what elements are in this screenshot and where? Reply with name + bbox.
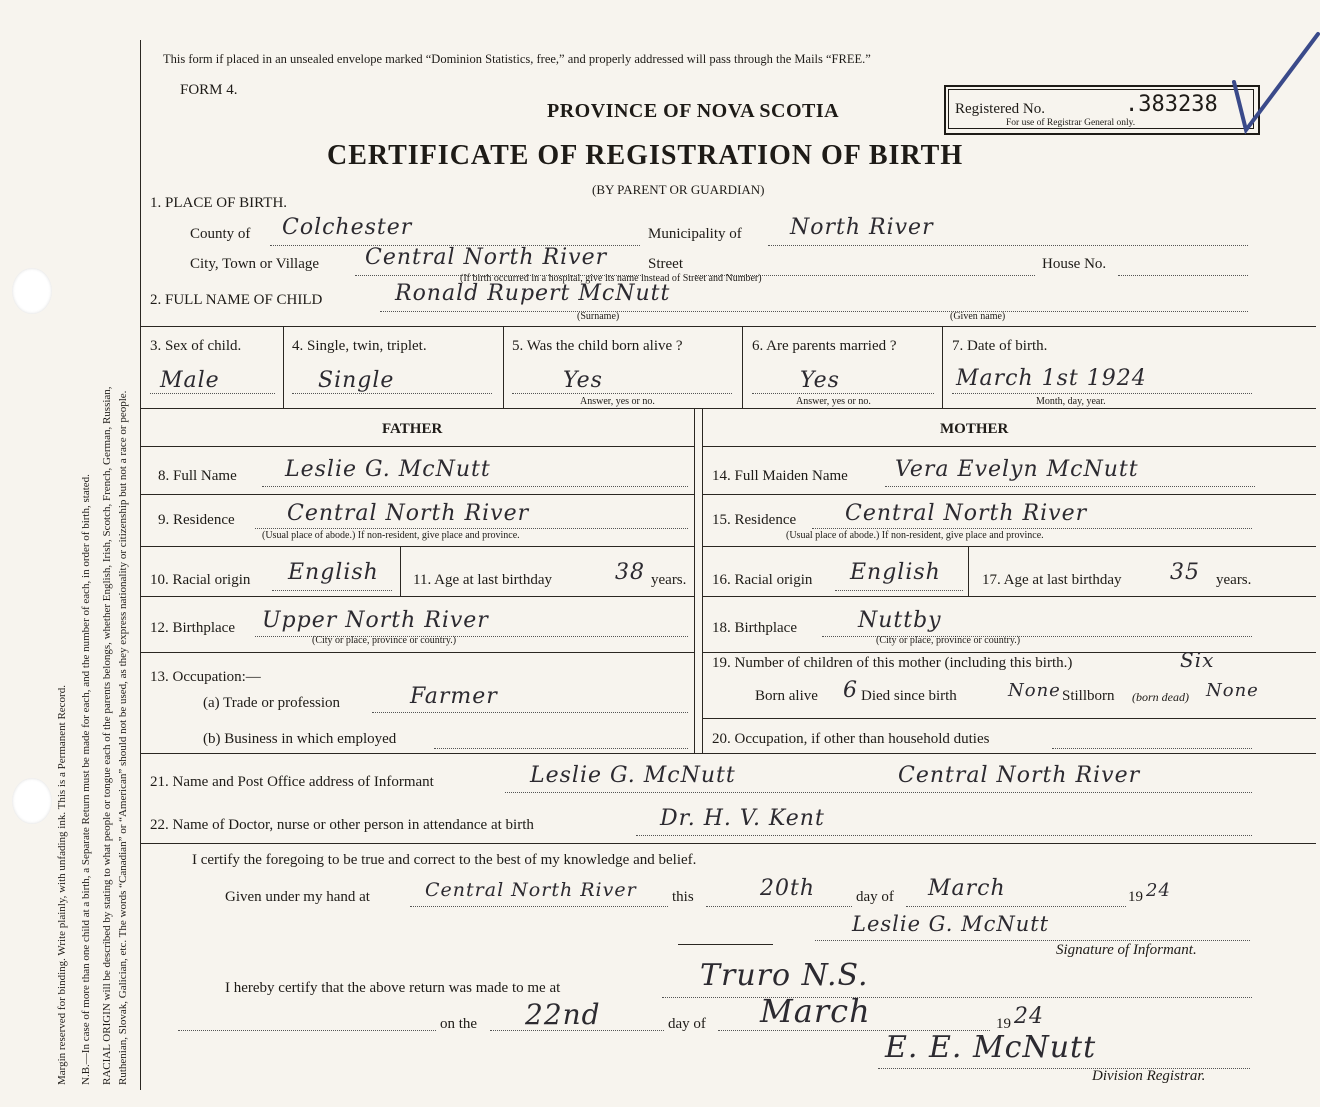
father-row-12-rule: [141, 652, 694, 653]
registrar-place-line: [662, 997, 1252, 998]
father-business-label: (b) Business in which employed: [203, 731, 397, 747]
stillborn-value: None: [1206, 680, 1259, 701]
mother-row-15-rule: [702, 546, 1316, 547]
father-trade-line: [372, 712, 688, 713]
born-alive-value: Yes: [563, 368, 603, 393]
father-racial-value: English: [288, 560, 379, 585]
municipality-line: [768, 245, 1248, 246]
parents-married-note: Answer, yes or no.: [796, 396, 871, 407]
county-value: Colchester: [282, 215, 413, 240]
registrar-on-the-label: on the: [440, 1016, 478, 1032]
father-trade-value: Farmer: [410, 684, 498, 709]
parents-married-line: [752, 393, 934, 394]
municipality-value: North River: [790, 215, 934, 240]
father-birthplace-note: (City or place, province or country.): [312, 635, 457, 646]
father-birthplace-label: 12. Birthplace: [150, 620, 235, 636]
born-alive-label: 5. Was the child born alive ?: [512, 338, 683, 354]
father-trade-label: (a) Trade or profession: [203, 695, 341, 711]
mother-row-18-rule: [702, 652, 1316, 653]
informant-name-value: Leslie G. McNutt: [530, 763, 736, 788]
mother-left-border: [702, 408, 703, 753]
city-label: City, Town or Village: [190, 256, 320, 272]
registered-number-value: .383238: [1125, 92, 1218, 117]
born-alive-line: [512, 393, 732, 394]
child-name-label: 2. FULL NAME OF CHILD: [150, 292, 323, 308]
father-business-line: [434, 748, 688, 749]
page-title: CERTIFICATE OF REGISTRATION OF BIRTH: [327, 140, 964, 171]
mother-heading-rule: [702, 446, 1316, 447]
mother-occupation-label: 20. Occupation, if other than household duties: [712, 731, 990, 747]
mother-residence-note: (Usual place of abode.) If non-resident, give place and province.: [786, 530, 1044, 541]
registrar-year-value: 24: [1014, 1004, 1044, 1029]
certification-day-of-label: day of: [856, 889, 894, 905]
divider-informant-top: [141, 753, 1316, 754]
mother-row-14-rule: [702, 494, 1316, 495]
date-of-birth-value: March 1st 1924: [956, 366, 1147, 391]
mother-racial-label: 16. Racial origin: [712, 572, 813, 588]
father-right-border: [694, 408, 695, 753]
sex-line: [150, 393, 275, 394]
registrar-year-prefix: 19: [996, 1016, 1011, 1032]
city-value: Central North River: [365, 245, 608, 270]
father-row-8-rule: [141, 494, 694, 495]
registered-label: Registered No.: [955, 101, 1045, 117]
parents-married-label: 6. Are parents married ?: [752, 338, 897, 354]
father-name-value: Leslie G. McNutt: [285, 457, 491, 482]
father-racial-line: [272, 590, 392, 591]
father-residence-line: [255, 528, 688, 529]
form-number: FORM 4.: [180, 82, 238, 98]
date-of-birth-label: 7. Date of birth.: [952, 338, 1048, 354]
born-alive-note: Answer, yes or no.: [580, 396, 655, 407]
stillborn-note: (born dead): [1132, 690, 1189, 704]
died-since-birth-label: Died since birth: [861, 688, 957, 704]
sex-label: 3. Sex of child.: [150, 338, 242, 354]
mother-birthplace-note: (City or place, province or country.): [876, 635, 1021, 646]
place-of-birth-heading: 1. PLACE OF BIRTH.: [150, 195, 288, 211]
mother-racial-value: English: [850, 560, 941, 585]
plurality-label: 4. Single, twin, triplet.: [292, 338, 427, 354]
mother-row-19-rule: [702, 718, 1316, 719]
father-racial-label: 10. Racial origin: [150, 572, 251, 588]
certification-statement: I certify the foregoing to be true and correct to the best of my knowledge and belief.: [192, 852, 697, 868]
born-alive-count-label: Born alive: [755, 688, 818, 704]
informant-line: [505, 792, 1252, 793]
doctor-name-value: Dr. H. V. Kent: [660, 806, 825, 831]
house-number-label: House No.: [1042, 256, 1107, 272]
mother-residence-label: 15. Residence: [712, 512, 797, 528]
father-residence-value: Central North River: [287, 501, 530, 526]
checkmark-icon: [1230, 20, 1320, 140]
mother-age-label: 17. Age at last birthday: [982, 572, 1122, 588]
margin-note-4: Ruthenian, Slovak, Galician, etc. The words “Canadian” or “American” should not be used, as they express nationality or citizenship but not a race or people.: [117, 390, 129, 1085]
father-residence-label: 9. Residence: [158, 512, 235, 528]
informant-signature-label: Signature of Informant.: [1056, 942, 1197, 958]
given-name-note: (Given name): [950, 311, 1006, 322]
plurality-line: [292, 393, 492, 394]
father-occupation-label: 13. Occupation:—: [150, 669, 261, 685]
separator-short-rule: [678, 944, 773, 945]
date-of-birth-line: [952, 393, 1252, 394]
registered-note: For use of Registrar General only.: [1006, 118, 1136, 128]
certification-day-value: 20th: [760, 876, 816, 901]
father-years-label: years.: [651, 572, 687, 588]
house-number-line: [1118, 275, 1248, 276]
registrar-day-value: 22nd: [525, 998, 601, 1031]
street-label: Street: [648, 256, 683, 272]
divider-4-5: [503, 326, 504, 408]
mother-residence-value: Central North River: [845, 501, 1088, 526]
father-row-10-rule: [141, 596, 694, 597]
divider-3-4: [283, 326, 284, 408]
father-residence-note: (Usual place of abode.) If non-resident, give place and province.: [262, 530, 520, 541]
parents-married-value: Yes: [800, 368, 840, 393]
municipality-label: Municipality of: [648, 226, 742, 242]
divider-row-3: [141, 326, 1316, 327]
child-name-value: Ronald Rupert McNutt: [395, 281, 671, 306]
registrar-statement: I hereby certify that the above return was made to me at: [225, 980, 561, 996]
certification-year-prefix: 19: [1128, 889, 1143, 905]
mother-birthplace-value: Nuttby: [858, 608, 942, 633]
page-subtitle: (BY PARENT OR GUARDIAN): [592, 182, 765, 197]
children-count-label: 19. Number of children of this mother (including this birth.): [712, 655, 1073, 671]
given-place-value: Central North River: [425, 879, 637, 901]
informant-address-value: Central North River: [898, 763, 1141, 788]
mother-heading: MOTHER: [940, 421, 1009, 437]
divider-6-7: [942, 326, 943, 408]
informant-signature: Leslie G. McNutt: [852, 912, 1050, 936]
divider-parents-top: [141, 408, 1316, 409]
registrar-day-line: [490, 1030, 664, 1031]
mail-notice: This form if placed in an unsealed envelope marked “Dominion Statistics, free,” and properly addressed will pass through the Mails “FREE.”: [163, 52, 871, 66]
province-heading: PROVINCE OF NOVA SCOTIA: [547, 100, 840, 122]
registrar-left-line: [178, 1030, 436, 1031]
certification-month-line: [906, 906, 1126, 907]
mother-residence-line: [812, 528, 1252, 529]
binding-border-line: [140, 40, 141, 1090]
doctor-label: 22. Name of Doctor, nurse or other person in attendance at birth: [150, 817, 534, 833]
mother-row-16-rule: [702, 596, 1316, 597]
certification-year-value: 24: [1146, 880, 1171, 901]
punch-hole-bottom: [12, 778, 52, 824]
sex-value: Male: [160, 368, 220, 393]
margin-note-3: RACIAL ORIGIN will be described by stating to what people or tongue each of the parents belongs, whether English, Irish, Scotch, French, German, Russian,: [101, 386, 113, 1085]
mother-years-label: years.: [1216, 572, 1252, 588]
father-heading: FATHER: [382, 421, 443, 437]
certification-month-value: March: [928, 876, 1006, 901]
mother-racial-line: [835, 590, 963, 591]
mother-racial-divider: [968, 546, 969, 596]
divider-certification-top: [141, 843, 1316, 844]
father-birthplace-value: Upper North River: [262, 608, 489, 633]
father-row-9-rule: [141, 546, 694, 547]
mother-age-value: 35: [1170, 560, 1200, 585]
date-of-birth-note: Month, day, year.: [1036, 396, 1106, 407]
this-label: this: [672, 889, 694, 905]
margin-note-1: Margin reserved for binding. Write plainly, with unfading ink. This is a Permanent Record.: [56, 685, 68, 1085]
father-racial-divider: [400, 546, 401, 596]
mother-occupation-line: [1052, 748, 1252, 749]
died-since-birth-value: None: [1008, 680, 1061, 701]
registrar-month-value: March: [760, 992, 871, 1030]
mother-name-line: [885, 486, 1255, 487]
registrar-place-value: Truro N.S.: [700, 958, 869, 993]
mother-name-value: Vera Evelyn McNutt: [895, 457, 1139, 482]
child-name-line: [380, 311, 1248, 312]
mother-name-label: 14. Full Maiden Name: [712, 468, 848, 484]
children-count-value: Six: [1180, 648, 1215, 672]
county-label: County of: [190, 226, 251, 242]
father-age-value: 38: [615, 560, 645, 585]
father-name-label: 8. Full Name: [158, 468, 237, 484]
registrar-signature: E. E. McNutt: [885, 1030, 1097, 1065]
mother-birthplace-label: 18. Birthplace: [712, 620, 797, 636]
surname-note: (Surname): [577, 311, 620, 322]
punch-hole-top: [12, 268, 52, 314]
born-alive-count-value: 6: [843, 678, 858, 703]
given-under-label: Given under my hand at: [225, 889, 370, 905]
divider-5-6: [742, 326, 743, 408]
certification-day-line: [706, 906, 852, 907]
informant-signature-line: [815, 940, 1250, 941]
margin-note-2: N.B.—In case of more than one child at a birth, a Separate Return must be made for each, and the number of each, in order of birth, stated.: [80, 474, 92, 1085]
informant-label: 21. Name and Post Office address of Informant: [150, 774, 434, 790]
father-age-label: 11. Age at last birthday: [413, 572, 552, 588]
hospital-note: (If birth occurred in a hospital, give its name instead of Street and Number): [460, 273, 762, 284]
father-heading-rule: [141, 446, 694, 447]
registrar-day-of-label: day of: [668, 1016, 706, 1032]
stillborn-label: Stillborn: [1062, 688, 1115, 704]
registrar-signature-label: Division Registrar.: [1092, 1068, 1206, 1084]
plurality-value: Single: [318, 368, 395, 393]
given-place-line: [410, 906, 668, 907]
father-name-line: [262, 486, 688, 487]
doctor-line: [636, 835, 1252, 836]
